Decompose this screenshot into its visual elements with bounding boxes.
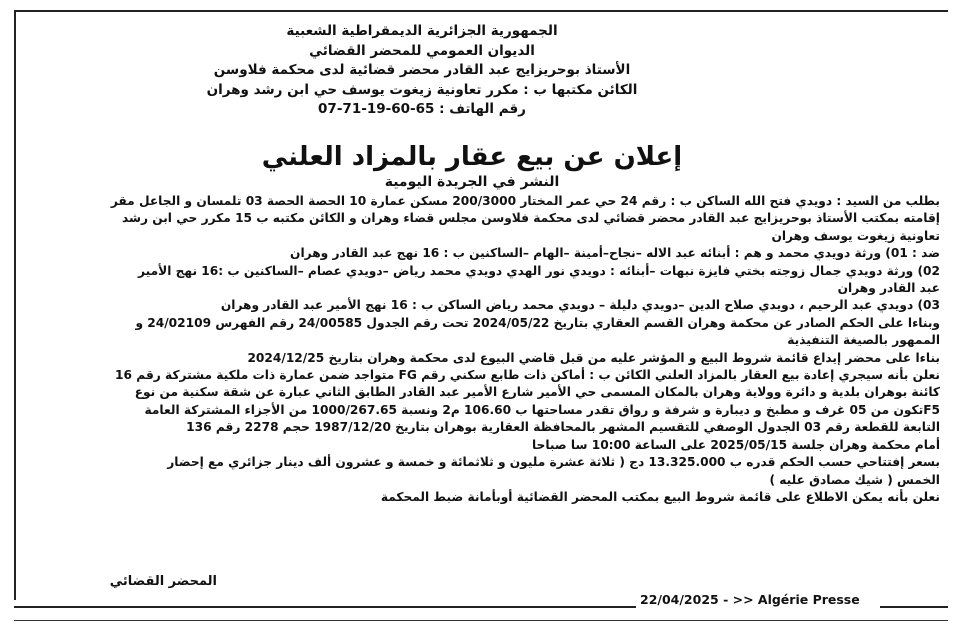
republic-name: الجمهورية الجزائرية الديمقراطية الشعبية xyxy=(286,23,558,39)
publication-footer: 22/04/2025 - >> Algérie Presse xyxy=(636,590,880,610)
announcement-subtitle: النشر في الجريدة اليومية xyxy=(384,174,560,190)
announcement-body xyxy=(40,193,940,506)
body-line: وبناءا على الحكم الصادر عن محكمة وهران القسم العقاري بتاريخ 2024/05/22 تحت رقم الجدول 24/00585 رقم الفهرس 24/02109 و xyxy=(135,315,940,330)
office-address: الكائن مكتبها ب : مكرر تعاونية زيغوت يوسف حي ابن رشد وهران xyxy=(206,81,638,98)
body-line: F5تكون من 05 غرف و مطبخ و ديبارة و شرفة و رواق تقدر مساحتها ب 106.60 م2 ونسبة 1000/267.65 من الأجزاء المشتركة العامة xyxy=(144,402,940,417)
body-line: بناءا على محضر إيداع قائمة شروط البيع و المؤشر عليه من قبل قاضي البيوع لدى محكمة وهران بتاريخ 2024/12/25 xyxy=(247,350,940,365)
bailiff-name: الأستاذ بوحريزايج عبد القادر محضر قضائية لدى محكمة فلاوسن xyxy=(213,62,631,78)
body-line: 02) ورثة دويدي جمال زوجته بختي فايزة نبهات –أبنائه : دويدي نور الهدي دويدي محمد رياض –دويدي عصام –الساكنين ب :16 نهج الأمير xyxy=(138,263,940,278)
body-line: 03) دويدي عبد الرحيم ، دويدي صلاح الدين –دويدي دليلة – دويدي محمد رياض الساكن ب : 16 نهج الأمير عبد القادر وهران xyxy=(220,298,940,313)
top-border xyxy=(14,10,948,12)
signature-label: المحضر القضائي xyxy=(109,574,217,589)
announcement-title: إعلان عن بيع عقار بالمزاد العلني xyxy=(261,142,683,172)
body-line: ضد : 01) ورثة دويدي محمد و هم : أبنائه عبد الاله –نجاح–أمينة –الهام –الساكنين ب : 16 نهج عبد القادر وهران xyxy=(290,246,940,261)
left-border xyxy=(14,10,16,600)
body-line: أمام محكمة وهران جلسة 2025/05/15 على الساعة 10:00 سا صباحا xyxy=(531,437,940,452)
bottom-rule xyxy=(14,620,948,621)
body-line: كائنة بوهران بلدية و دائرة وولاية وهران بالمكان المسمى حي الأمير شارع الأمير عبد القادر الطابق الثاني عبارة عن شقة سكنية من نوع xyxy=(134,385,940,400)
footer-rule-right xyxy=(878,606,948,608)
office-name: الديوان العمومي للمحضر القضائي xyxy=(309,42,535,59)
body-line: إقامته بمكتب الأستاذ بوحريزايج عبد القادر محضر قضائي لدى محكمة فلاوسن مجلس قضاء وهران و الكائن مكتبه ب 15 مكرر حي ابن رشد xyxy=(121,211,940,226)
body-line: الخمس ( شيك مصادق عليه ) xyxy=(769,472,940,487)
phone-number: رقم الهاتف : 65-60-19-71-07 xyxy=(318,101,526,117)
body-line: نعلن بأنه سيجري إعادة بيع العقار بالمزاد العلني الكائن ب : أماكن ذات طابع سكني رقم FG متواجد ضمن عمارة ذات ملكية مشتركة رقم 16 xyxy=(115,368,940,383)
body-line: تعاونية زيغوت يوسف وهران xyxy=(771,228,940,243)
body-line: التابعة للقطعة رقم 03 الجدول الوصفي للتقسيم المشهر بالمحافظة العقارية بوهران بتاريخ 1987/12/20 حجم 2278 رقم 136 xyxy=(186,420,940,435)
body-line: نعلن بأنه يمكن الاطلاع على قائمة شروط البيع بمكتب المحضر القضائية أوبأمانة ضبط المحكمة xyxy=(380,489,940,504)
body-line: عبد القادر وهران xyxy=(837,281,940,296)
letterhead xyxy=(142,22,702,120)
body-line: الممهور بالصيغة التنفيذية xyxy=(787,333,940,348)
body-line: بسعر إفتتاحي حسب الحكم قدره ب 13.325.000 دج ( ثلاثة عشرة مليون و ثلاثمائة و خمسة و عشرون ألف دينار جزائري مع إحضار xyxy=(167,455,940,470)
body-line: بطلب من السيد : دويدي فتح الله الساكن ب : رقم 24 حي عمر المختار 200/3000 مسكن عمارة 10 الحصة الحصة 03 تلمسان و الجاعل مقر xyxy=(110,194,940,208)
